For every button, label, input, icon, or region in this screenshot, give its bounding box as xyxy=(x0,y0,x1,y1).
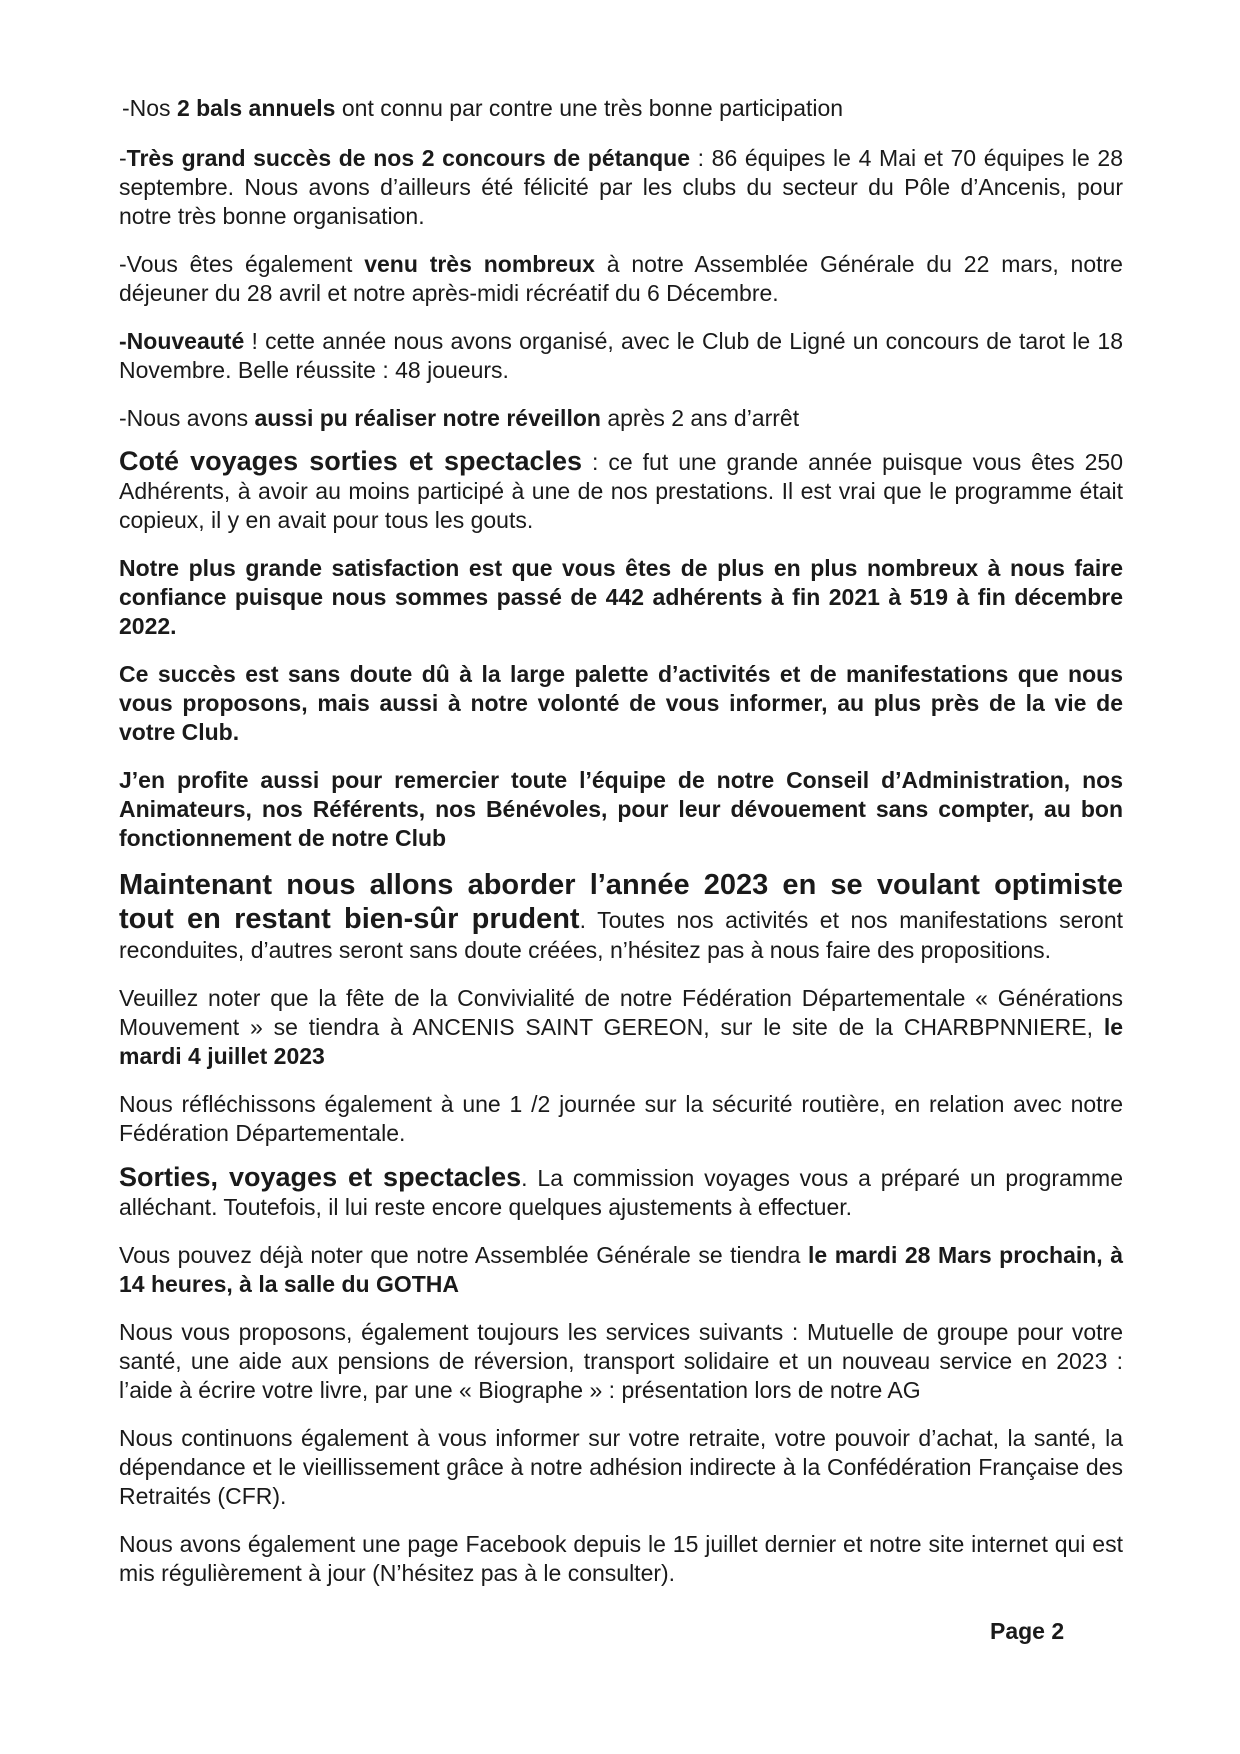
text: à notre Assemblée Générale du 22 mars, notre déjeuner du 28 avril et notre après-midi récréatif du 6 Décembre. xyxy=(119,251,1123,306)
bold-text: le mardi 28 Mars prochain, à 14 heures, à la salle du GOTHA xyxy=(119,1242,1124,1297)
paragraph-services: Nous vous proposons, également toujours les services suivants : Mutuelle de groupe pour votre santé, une aide aux pensions de réversion, transport solidaire et un nouveau service en 2023 : l’aide à écrire votre livre, par une « Biographe » : présentation lors de notre AG xyxy=(119,1319,1123,1403)
bold-text: venu très nombreux xyxy=(364,251,595,277)
paragraph-remerciements: J’en profite aussi pour remercier toute l’équipe de notre Conseil d’Administration, nos Animateurs, nos Référents, nos Bénévoles, pour leur dévouement sans compter, au bon fonctionnement de notre Club xyxy=(119,767,1123,851)
text: ! cette année nous avons organisé, avec le Club de Ligné un concours de tarot le 18 Novembre. Belle réussite : 48 joueurs. xyxy=(119,328,1123,383)
section-heading: Sorties, voyages et spectacles xyxy=(119,1162,522,1192)
paragraph-convivialite xyxy=(119,984,1123,1071)
paragraph-satisfaction: Notre plus grande satisfaction est que vous êtes de plus en plus nombreux à nous faire confiance puisque nous sommes passé de 442 adhérents à fin 2021 à 519 à fin décembre 2022. xyxy=(119,555,1123,639)
paragraph-cfr: Nous continuons également à vous informer sur votre retraite, votre pouvoir d’achat, la santé, la dépendance et le vieillissement grâce à notre adhésion indirecte à la Confédération Française des Retraités (CFR). xyxy=(119,1425,1123,1509)
bold-text: le mardi 4 juillet 2023 xyxy=(119,1014,1123,1069)
text: -Vous êtes également xyxy=(119,251,365,277)
paragraph-annee-2023 xyxy=(119,868,1123,965)
text: . La commission voyages vous a préparé un programme alléchant. Toutefois, il lui reste encore quelques ajustements à effectuer. xyxy=(119,1165,1123,1220)
paragraph-petanque xyxy=(119,144,1123,231)
section-heading: Maintenant nous allons aborder l’année 2023 en se voulant optimiste tout en restant bien-sûr prudent xyxy=(119,869,1123,935)
paragraph-assemblee xyxy=(119,250,1123,308)
text: : ce fut une grande année puisque vous êtes 250 Adhérents, à avoir au moins participé à une de nos prestations. Il est vrai que le programme était copieux, il y en avait pour tous les gouts. xyxy=(119,449,1124,533)
paragraph-sorties-2023 xyxy=(119,1163,1123,1222)
paragraph-ag-2023 xyxy=(119,1241,1123,1299)
text: . Toutes nos activités et nos manifestations seront reconduites, d’autres seront sans doute créées, n’hésitez pas à nous faire des propositions. xyxy=(119,907,1124,963)
paragraph-voyages-2022 xyxy=(119,447,1123,535)
text: Vous pouvez déjà noter que notre Assemblée Générale se tiendra xyxy=(119,1242,808,1268)
page-number: Page 2 xyxy=(990,1618,1065,1644)
text: - xyxy=(119,145,127,171)
paragraph-securite-routiere: Nous réfléchissons également à une 1 /2 journée sur la sécurité routière, en relation avec notre Fédération Départementale. xyxy=(119,1091,1123,1146)
bold-text: -Nouveauté xyxy=(119,328,245,354)
paragraph-reveillon xyxy=(119,404,1123,433)
text: après 2 ans d’arrêt xyxy=(600,405,800,431)
document-body xyxy=(119,94,1123,1607)
text: -Nos xyxy=(122,95,177,121)
bold-text: 2 bals annuels xyxy=(176,95,336,121)
bold-text: aussi pu réaliser notre réveillon xyxy=(254,405,601,431)
paragraph-bals xyxy=(122,94,1123,123)
paragraph-facebook: Nous avons également une page Facebook depuis le 15 juillet dernier et notre site internet qui est mis régulièrement à jour (N’hésitez pas à le consulter). xyxy=(119,1531,1123,1586)
bold-text: Très grand succès de nos 2 concours de pétanque xyxy=(126,145,691,171)
text: : 86 équipes le 4 Mai et 70 équipes le 28 septembre. Nous avons d’ailleurs été félicité par les clubs du secteur du Pôle d’Ancenis, pour notre très bonne organisation. xyxy=(119,145,1124,229)
text: -Nous avons xyxy=(119,405,255,431)
paragraph-nouveaute xyxy=(119,327,1123,385)
text: ont connu par contre une très bonne participation xyxy=(335,95,844,121)
paragraph-succes: Ce succès est sans doute dû à la large palette d’activités et de manifestations que nous vous proposons, mais aussi à notre volonté de vous informer, au plus près de la vie de votre Club. xyxy=(119,661,1123,745)
text: Veuillez noter que la fête de la Convivialité de notre Fédération Départementale « Générations Mouvement » se tiendra à ANCENIS SAINT GEREON, sur le site de la CHARBPNNIERE, xyxy=(119,985,1123,1040)
section-heading: Coté voyages sorties et spectacles xyxy=(119,446,583,476)
